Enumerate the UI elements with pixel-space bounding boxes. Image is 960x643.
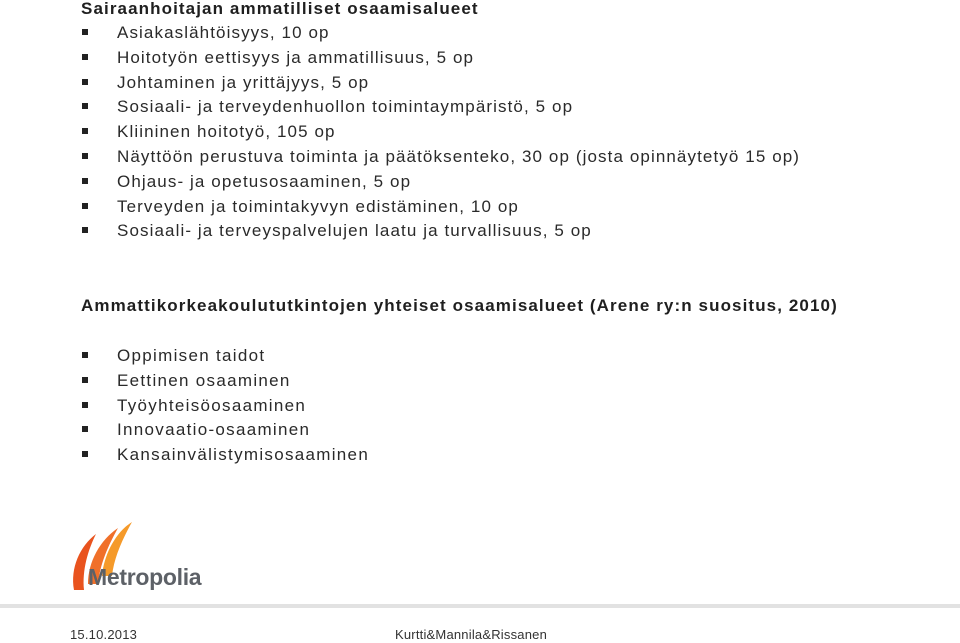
list-item-label: Hoitotyön eettisyys ja ammatillisuus, 5 op <box>117 47 475 67</box>
list-item-label: Kansainvälistymisosaaminen <box>117 445 370 465</box>
list-item-label: Näyttöön perustuva toiminta ja päätöksenteko, 30 op (josta opinnäytetyö 15 op) <box>117 146 801 166</box>
square-bullet-icon <box>82 203 88 209</box>
list-item-label: Innovaatio-osaaminen <box>117 420 311 440</box>
square-bullet-icon <box>82 377 88 383</box>
square-bullet-icon <box>82 352 88 358</box>
square-bullet-icon <box>82 29 88 35</box>
list-item-label: Asiakaslähtöisyys, 10 op <box>117 23 330 42</box>
list-item-label: Kliininen hoitotyö, 105 op <box>117 122 336 142</box>
list-item-label: Sosiaali- ja terveyspalvelujen laatu ja turvallisuus, 5 op <box>117 221 592 241</box>
competence-list <box>0 21 800 244</box>
list-item-label: Eettinen osaaminen <box>117 370 291 390</box>
square-bullet-icon <box>82 79 88 85</box>
common-competence-list <box>0 344 369 468</box>
list-item <box>0 71 800 96</box>
list-item <box>0 418 369 443</box>
square-bullet-icon <box>82 178 88 184</box>
list-item <box>0 344 369 369</box>
footer-date: 15.10.2013 <box>70 627 138 642</box>
square-bullet-icon <box>82 227 88 233</box>
list-item-label: Ohjaus- ja opetusosaaminen, 5 op <box>117 171 412 191</box>
footer-authors: Kurtti&Mannila&Rissanen <box>395 627 548 642</box>
list-item <box>0 145 800 170</box>
list-item <box>0 369 369 394</box>
square-bullet-icon <box>82 451 88 457</box>
footer-divider <box>0 604 960 608</box>
square-bullet-icon <box>82 103 88 109</box>
list-item <box>0 46 800 71</box>
list-item <box>0 443 369 468</box>
list-item <box>0 120 800 145</box>
list-item-label: Johtaminen ja yrittäjyys, 5 op <box>117 72 370 92</box>
list-item <box>0 219 800 244</box>
section-title-competences: Sairaanhoitajan ammatilliset osaamisalueet <box>81 0 479 18</box>
metropolia-logo-text: Metropolia <box>88 564 202 590</box>
list-item <box>0 21 800 46</box>
list-item-label: Terveyden ja toimintakyvyn edistäminen, 10 op <box>117 196 519 216</box>
square-bullet-icon <box>82 128 88 134</box>
section-title-common-competences: Ammattikorkeakoulututkintojen yhteiset osaamisalueet (Arene ry:n suositus, 2010) <box>81 296 838 315</box>
list-item <box>0 394 369 419</box>
square-bullet-icon <box>82 54 88 60</box>
list-item <box>0 170 800 195</box>
list-item-label: Työyhteisöosaaminen <box>117 395 307 415</box>
list-item-label: Oppimisen taidot <box>117 346 266 365</box>
list-item-label: Sosiaali- ja terveydenhuollon toimintaympäristö, 5 op <box>117 97 574 117</box>
square-bullet-icon <box>82 402 88 408</box>
list-item <box>0 195 800 220</box>
list-item <box>0 95 800 120</box>
square-bullet-icon <box>82 153 88 159</box>
square-bullet-icon <box>82 426 88 432</box>
